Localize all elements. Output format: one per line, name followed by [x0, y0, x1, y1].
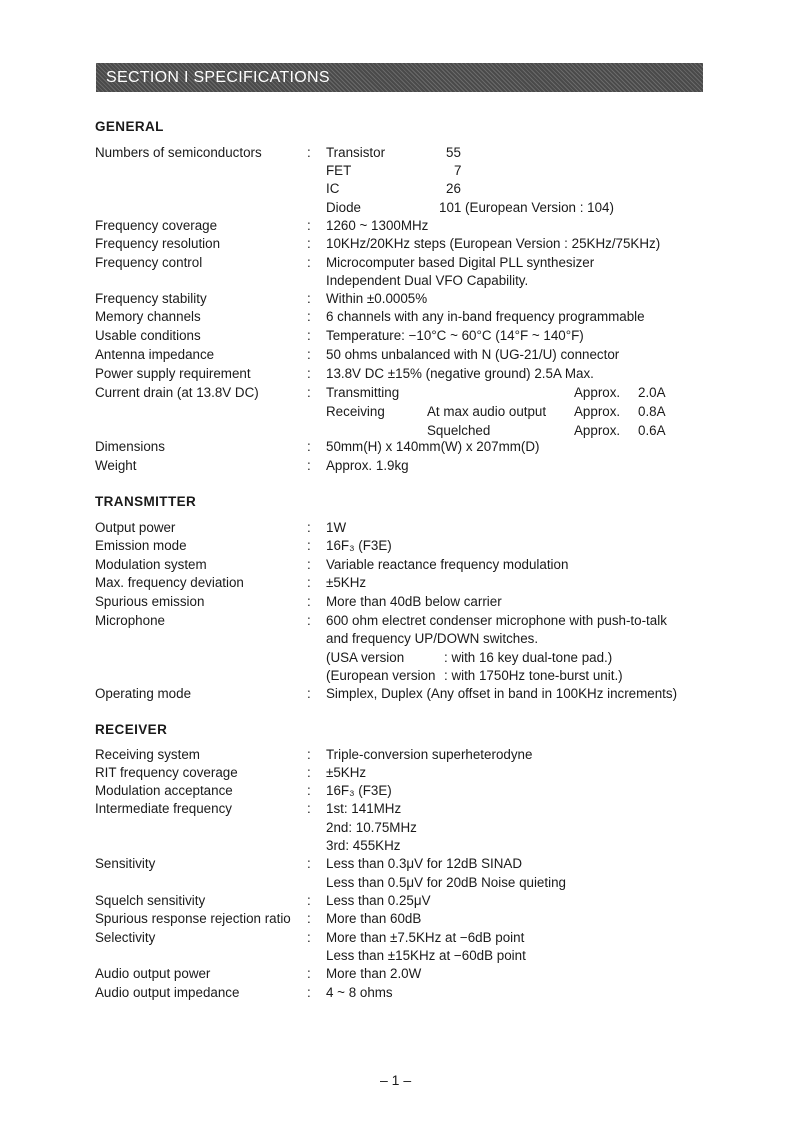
spec-label: Power supply requirement	[95, 366, 251, 381]
spec-value: Transmitting	[326, 385, 400, 400]
semiconductor-name: Diode	[326, 200, 361, 215]
spec-value: ±5KHz	[326, 765, 367, 780]
spec-label: Weight	[95, 458, 137, 473]
spec-value: 6 channels with any in-band frequency programmable	[326, 309, 645, 324]
receiver-heading: RECEIVER	[95, 722, 168, 737]
spec-label: Frequency control	[95, 255, 203, 270]
colon: :	[307, 801, 311, 816]
spec-value: and frequency UP/DOWN switches.	[326, 631, 539, 646]
spec-value: 13.8V DC ±15% (negative ground) 2.5A Max.	[326, 366, 594, 381]
colon: :	[307, 328, 311, 343]
spec-value: Less than 0.5μV for 20dB Noise quieting	[326, 875, 566, 890]
spec-value: Triple-conversion superheterodyne	[326, 747, 533, 762]
colon: :	[307, 145, 311, 160]
colon: :	[307, 594, 311, 609]
spec-value: More than 2.0W	[326, 966, 422, 981]
spec-label: Spurious emission	[95, 594, 205, 609]
spec-value: Variable reactance frequency modulation	[326, 557, 569, 572]
current-value: 0.8A	[638, 404, 666, 419]
colon: :	[307, 218, 311, 233]
spec-label: Sensitivity	[95, 856, 156, 871]
section-title: SECTION I SPECIFICATIONS	[106, 68, 330, 86]
spec-value: : with 1750Hz tone-burst unit.)	[444, 668, 623, 683]
spec-value: Temperature: −10°C ~ 60°C (14°F ~ 140°F)	[326, 328, 584, 343]
spec-label: Frequency resolution	[95, 236, 221, 251]
spec-value: Independent Dual VFO Capability.	[326, 273, 529, 288]
semiconductor-count: 101 (European Version : 104)	[439, 200, 614, 215]
spec-label: Antenna impedance	[95, 347, 215, 362]
colon: :	[307, 309, 311, 324]
spec-value: Simplex, Duplex (Any offset in band in 100KHz increments)	[326, 686, 678, 701]
colon: :	[307, 366, 311, 381]
spec-value: More than ±7.5KHz at −6dB point	[326, 930, 525, 945]
spec-value: 3rd: 455KHz	[326, 838, 401, 853]
spec-value: Less than 0.3μV for 12dB SINAD	[326, 856, 523, 871]
spec-value: : with 16 key dual-tone pad.)	[444, 650, 613, 665]
current-value: 2.0A	[638, 385, 666, 400]
spec-value: 1W	[326, 520, 347, 535]
spec-label: Modulation system	[95, 557, 207, 572]
spec-label: Audio output power	[95, 966, 211, 981]
spec-value: 1260 ~ 1300MHz	[326, 218, 429, 233]
semiconductor-name: Transistor	[326, 145, 386, 160]
spec-value: (USA version	[326, 650, 405, 665]
spec-value: Microcomputer based Digital PLL synthesizer	[326, 255, 595, 270]
spec-label: Emission mode	[95, 538, 187, 553]
colon: :	[307, 385, 311, 400]
colon: :	[307, 783, 311, 798]
spec-value: Within ±0.0005%	[326, 291, 428, 306]
spec-value: 600 ohm electret condenser microphone with push-to-talk	[326, 613, 667, 628]
approx-label: Approx.	[574, 404, 621, 419]
semiconductor-count: 55	[446, 145, 461, 160]
colon: :	[307, 347, 311, 362]
colon: :	[307, 557, 311, 572]
spec-value: (European version	[326, 668, 436, 683]
colon: :	[307, 439, 311, 454]
current-value: 0.6A	[638, 423, 666, 438]
semiconductor-count: 26	[446, 181, 461, 196]
spec-label: Spurious response rejection ratio	[95, 911, 291, 926]
spec-label: Squelch sensitivity	[95, 893, 206, 908]
colon: :	[307, 613, 311, 628]
colon: :	[307, 765, 311, 780]
spec-value: More than 40dB below carrier	[326, 594, 502, 609]
colon: :	[307, 538, 311, 553]
approx-label: Approx.	[574, 385, 621, 400]
spec-value: 2nd: 10.75MHz	[326, 820, 417, 835]
colon: :	[307, 985, 311, 1000]
spec-label: Modulation acceptance	[95, 783, 233, 798]
transmitter-heading: TRANSMITTER	[95, 494, 197, 509]
receive-mode: Squelched	[427, 423, 491, 438]
colon: :	[307, 458, 311, 473]
semiconductor-name: FET	[326, 163, 352, 178]
spec-label: Current drain (at 13.8V DC)	[95, 385, 259, 400]
section-title-banner	[96, 63, 703, 92]
spec-label: Output power	[95, 520, 176, 535]
general-heading: GENERAL	[95, 119, 164, 134]
spec-label: Numbers of semiconductors	[95, 145, 262, 160]
spec-value: 4 ~ 8 ohms	[326, 985, 393, 1000]
spec-value: 50mm(H) x 140mm(W) x 207mm(D)	[326, 439, 540, 454]
colon: :	[307, 966, 311, 981]
colon: :	[307, 236, 311, 251]
colon: :	[307, 291, 311, 306]
spec-value: 16F₃ (F3E)	[326, 783, 392, 798]
spec-label: RIT frequency coverage	[95, 765, 238, 780]
colon: :	[307, 930, 311, 945]
spec-label: Usable conditions	[95, 328, 201, 343]
page-number: – 1 –	[380, 1072, 412, 1088]
spec-label: Audio output impedance	[95, 985, 240, 1000]
colon: :	[307, 747, 311, 762]
spec-label: Receiving system	[95, 747, 200, 762]
spec-label: Selectivity	[95, 930, 156, 945]
spec-value: Less than ±15KHz at −60dB point	[326, 948, 526, 963]
colon: :	[307, 856, 311, 871]
spec-label: Microphone	[95, 613, 165, 628]
spec-value: Approx. 1.9kg	[326, 458, 409, 473]
spec-value: 50 ohms unbalanced with N (UG-21/U) connector	[326, 347, 620, 362]
spec-label: Operating mode	[95, 686, 192, 701]
spec-value: Less than 0.25μV	[326, 893, 431, 908]
colon: :	[307, 686, 311, 701]
colon: :	[307, 520, 311, 535]
spec-value: 10KHz/20KHz steps (European Version : 25KHz/75KHz)	[326, 236, 661, 251]
spec-label: Memory channels	[95, 309, 201, 324]
spec-value: 1st: 141MHz	[326, 801, 402, 816]
spec-value: 16F₃ (F3E)	[326, 538, 392, 553]
colon: :	[307, 575, 311, 590]
colon: :	[307, 911, 311, 926]
spec-label: Intermediate frequency	[95, 801, 232, 816]
colon: :	[307, 255, 311, 270]
spec-value: ±5KHz	[326, 575, 367, 590]
approx-label: Approx.	[574, 423, 621, 438]
semiconductor-count: 7	[454, 163, 462, 178]
spec-label: Max. frequency deviation	[95, 575, 244, 590]
spec-label: Dimensions	[95, 439, 165, 454]
spec-value: Receiving	[326, 404, 385, 419]
receive-mode: At max audio output	[427, 404, 547, 419]
spec-label: Frequency coverage	[95, 218, 218, 233]
spec-value: More than 60dB	[326, 911, 422, 926]
spec-label: Frequency stability	[95, 291, 207, 306]
colon: :	[307, 893, 311, 908]
semiconductor-name: IC	[326, 181, 340, 196]
